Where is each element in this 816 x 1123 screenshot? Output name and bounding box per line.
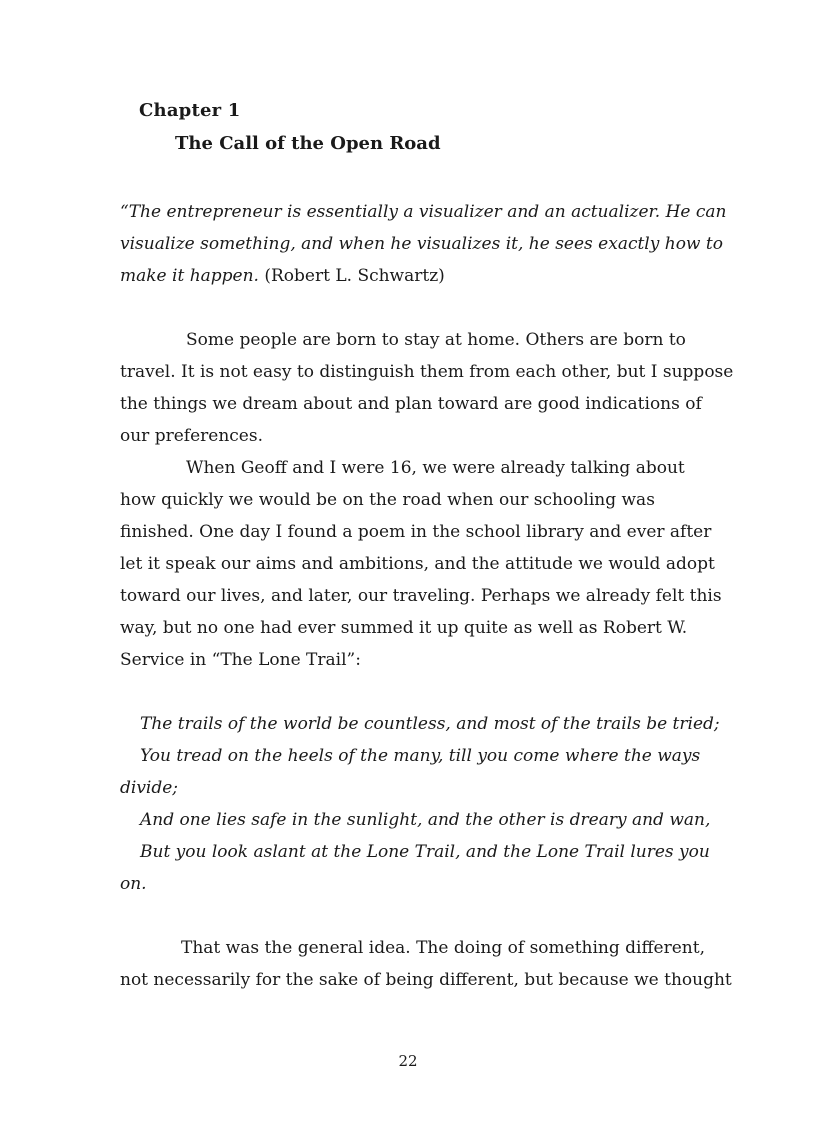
poem-line: And one lies safe in the sunlight, and the other is dreary and wan, [140,810,711,830]
epigraph-last-line: make it happen. [120,266,259,286]
paragraph-line: When Geoff and I were 16, we were already talking about [186,458,685,478]
epigraph [120,196,727,292]
paragraph-1 [120,324,734,452]
paragraph-line: how quickly we would be on the road when our schooling was [120,490,655,510]
chapter-number: Chapter 1 [139,100,241,121]
chapter-title: The Call of the Open Road [175,133,441,154]
paragraph-2 [120,452,722,676]
paragraph-line: toward our lives, and later, our traveling. Perhaps we already felt this [120,586,722,606]
paragraph-line: the things we dream about and plan toward are good indications of [120,394,702,414]
paragraph-line: Service in “The Lone Trail”: [120,650,361,670]
paragraph-line: not necessarily for the sake of being different, but because we thought [120,970,732,990]
epigraph-line: “The entrepreneur is essentially a visualizer and an actualizer. He can [120,202,727,222]
paragraph-line: way, but no one had ever summed it up quite as well as Robert W. [120,618,688,638]
poem-line: But you look aslant at the Lone Trail, and the Lone Trail lures you [140,842,710,862]
paragraph-line: Some people are born to stay at home. Others are born to [186,330,686,350]
paragraph-line: finished. One day I found a poem in the school library and ever after [120,522,712,542]
poem-line: You tread on the heels of the many, till you come where the ways [140,746,701,766]
paragraph-3 [120,932,732,996]
poem [120,708,720,900]
epigraph-line [120,260,705,292]
page-body [120,196,734,996]
poem-line: on. [120,874,147,894]
epigraph-attribution: (Robert L. Schwartz) [258,266,445,286]
paragraph-line: travel. It is not easy to distinguish them from each other, but I suppose [120,362,734,382]
poem-line: The trails of the world be countless, and most of the trails be tried; [140,714,720,734]
paragraph-line: our preferences. [120,426,263,446]
epigraph-line: visualize something, and when he visualizes it, he sees exactly how to [120,234,723,254]
page-number: 22 [398,1052,418,1070]
paragraph-line: That was the general idea. The doing of something different, [181,938,705,958]
paragraph-line: let it speak our aims and ambitions, and the attitude we would adopt [120,554,715,574]
poem-line: divide; [120,778,179,798]
